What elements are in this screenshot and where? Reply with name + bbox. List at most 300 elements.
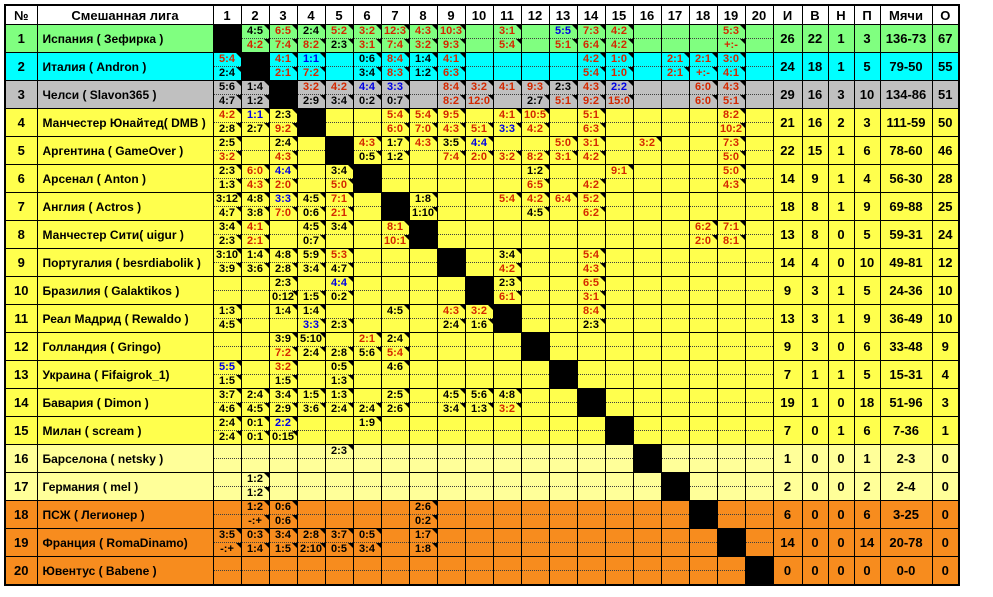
result-half-bottom — [382, 263, 409, 276]
score-bottom: 7:2 — [303, 67, 319, 79]
score-top: 1:3 — [331, 389, 347, 401]
result-half-top — [662, 333, 689, 347]
result-half-top — [662, 137, 689, 151]
result-cell — [745, 137, 773, 165]
result-cell — [633, 25, 661, 53]
result-half-top — [242, 361, 269, 375]
header-stat-1: В — [802, 5, 828, 25]
result-half-bottom — [438, 39, 465, 52]
score-bottom: 1:3 — [219, 179, 235, 191]
result-cell — [745, 221, 773, 249]
score-bottom: 7:4 — [443, 151, 459, 163]
result-cell — [353, 53, 381, 81]
result-half-top — [746, 445, 773, 459]
result-half-bottom — [410, 403, 437, 416]
losses-cell: 2 — [854, 473, 880, 501]
result-half-bottom — [214, 207, 241, 220]
note-marker-icon — [292, 109, 297, 114]
score-bottom: 10:2 — [719, 123, 743, 135]
result-cell — [549, 417, 577, 445]
result-cell — [381, 473, 409, 501]
note-marker-icon — [404, 235, 409, 240]
result-half-top — [270, 25, 297, 39]
result-half-top — [718, 221, 745, 235]
points-cell: 10 — [932, 305, 959, 333]
note-marker-icon — [348, 403, 353, 408]
result-half-top — [326, 445, 353, 459]
score-top: 4:2 — [219, 109, 235, 121]
result-cell — [437, 473, 465, 501]
note-marker-icon — [264, 81, 269, 86]
score-top: 4:5 — [247, 25, 263, 37]
result-half-top — [438, 417, 465, 431]
result-half-top — [718, 417, 745, 431]
result-half-top — [438, 193, 465, 207]
result-cell — [437, 389, 465, 417]
result-half-top — [718, 81, 745, 95]
note-marker-icon — [348, 165, 353, 170]
result-cell — [633, 473, 661, 501]
header-round-7: 7 — [381, 5, 409, 25]
note-marker-icon — [320, 207, 325, 212]
result-half-bottom — [270, 487, 297, 500]
result-cell — [409, 333, 437, 361]
points-cell: 0 — [932, 445, 959, 473]
result-half-top — [214, 473, 241, 487]
note-marker-icon — [264, 249, 269, 254]
result-half-top — [494, 417, 521, 431]
score-bottom: 5:1 — [555, 95, 571, 107]
result-half-top — [494, 193, 521, 207]
score-top: 0:3 — [247, 529, 263, 541]
result-cell — [661, 389, 689, 417]
result-half-top — [662, 277, 689, 291]
result-half-top — [746, 165, 773, 179]
result-half-top — [662, 193, 689, 207]
result-cell — [661, 25, 689, 53]
result-half-bottom — [522, 515, 549, 528]
games-cell: 18 — [773, 193, 802, 221]
result-cell — [437, 81, 465, 109]
result-half-top — [494, 249, 521, 263]
result-cell — [745, 361, 773, 389]
score-top: 1:4 — [275, 305, 291, 317]
result-half-bottom — [382, 487, 409, 500]
note-marker-icon — [236, 389, 241, 394]
note-marker-icon — [404, 39, 409, 44]
result-half-bottom — [662, 95, 689, 108]
note-marker-icon — [432, 109, 437, 114]
losses-cell: 14 — [854, 529, 880, 557]
score-top: 8:4 — [443, 81, 459, 93]
result-cell — [689, 389, 717, 417]
result-cell — [521, 81, 549, 109]
note-marker-icon — [348, 263, 353, 268]
result-cell — [605, 333, 633, 361]
losses-cell: 5 — [854, 221, 880, 249]
wins-cell: 0 — [802, 473, 828, 501]
result-cell — [241, 473, 269, 501]
note-marker-icon — [376, 39, 381, 44]
result-half-top — [718, 305, 745, 319]
score-top: 4:3 — [359, 137, 375, 149]
result-half-top — [550, 557, 577, 571]
points-cell: 51 — [932, 81, 959, 109]
result-cell — [241, 305, 269, 333]
result-cell — [661, 53, 689, 81]
note-marker-icon — [404, 403, 409, 408]
note-marker-icon — [684, 67, 689, 72]
result-half-top — [550, 389, 577, 403]
result-half-bottom — [606, 487, 633, 500]
result-half-top — [326, 109, 353, 123]
result-cell — [605, 137, 633, 165]
result-cell — [689, 361, 717, 389]
result-half-bottom — [662, 375, 689, 388]
result-half-top — [242, 277, 269, 291]
result-cell — [381, 333, 409, 361]
result-half-bottom — [382, 319, 409, 332]
goals-cell: 2-3 — [880, 445, 932, 473]
note-marker-icon — [264, 473, 269, 478]
result-half-bottom — [634, 123, 661, 136]
result-cell — [241, 277, 269, 305]
result-half-top — [410, 501, 437, 515]
score-top: 0:5 — [331, 361, 347, 373]
result-cell — [549, 25, 577, 53]
result-half-bottom — [550, 515, 577, 528]
note-marker-icon — [264, 417, 269, 422]
result-cell — [269, 445, 297, 473]
goals-cell: 2-4 — [880, 473, 932, 501]
result-half-bottom — [550, 179, 577, 192]
result-half-bottom — [746, 319, 773, 332]
score-top: 3:10 — [215, 249, 239, 261]
result-half-bottom — [326, 123, 353, 136]
result-cell — [297, 445, 325, 473]
result-half-bottom — [438, 151, 465, 164]
result-half-top — [466, 305, 493, 319]
result-half-bottom — [354, 95, 381, 108]
result-cell — [297, 249, 325, 277]
games-cell: 7 — [773, 361, 802, 389]
games-cell: 13 — [773, 305, 802, 333]
result-half-top — [298, 305, 325, 319]
diagonal-cell — [353, 165, 381, 193]
result-half-top — [326, 557, 353, 571]
result-half-top — [326, 305, 353, 319]
score-bottom: 3:2 — [499, 151, 515, 163]
result-cell — [353, 529, 381, 557]
result-half-top — [494, 501, 521, 515]
score-bottom: 3:9 — [219, 263, 235, 275]
result-half-bottom — [438, 431, 465, 444]
score-top: 2:3 — [219, 165, 235, 177]
note-marker-icon — [404, 137, 409, 142]
result-half-bottom — [242, 543, 269, 556]
note-marker-icon — [292, 207, 297, 212]
score-bottom: 4:2 — [527, 123, 543, 135]
result-half-top — [494, 333, 521, 347]
result-half-bottom — [242, 95, 269, 108]
result-half-bottom — [550, 235, 577, 248]
score-bottom: 4:5 — [247, 403, 263, 415]
score-top: 6:2 — [695, 221, 711, 233]
result-cell — [717, 81, 745, 109]
score-bottom: 2:3 — [331, 39, 347, 51]
score-bottom: 3:2 — [415, 39, 431, 51]
result-cell — [717, 557, 745, 586]
draws-cell: 1 — [828, 305, 854, 333]
result-half-bottom — [298, 67, 325, 80]
result-cell — [325, 417, 353, 445]
note-marker-icon — [600, 277, 605, 282]
result-half-top — [550, 137, 577, 151]
team-position: 17 — [5, 473, 37, 501]
note-marker-icon — [264, 179, 269, 184]
score-bottom: 4:3 — [443, 123, 459, 135]
note-marker-icon — [544, 151, 549, 156]
result-half-bottom — [522, 487, 549, 500]
result-cell — [493, 193, 521, 221]
table-row — [5, 389, 959, 417]
result-cell — [213, 557, 241, 586]
table-row — [5, 53, 959, 81]
score-top: 3:4 — [499, 249, 515, 261]
note-marker-icon — [460, 39, 465, 44]
result-half-top — [690, 445, 717, 459]
note-marker-icon — [600, 25, 605, 30]
result-half-top — [522, 361, 549, 375]
result-half-bottom — [382, 375, 409, 388]
result-half-bottom — [214, 515, 241, 528]
result-cell — [465, 445, 493, 473]
result-cell — [577, 473, 605, 501]
note-marker-icon — [432, 193, 437, 198]
note-marker-icon — [712, 235, 717, 240]
result-cell — [325, 557, 353, 586]
diagonal-cell — [549, 361, 577, 389]
draws-cell: 0 — [828, 445, 854, 473]
wins-cell: 1 — [802, 361, 828, 389]
result-cell — [465, 473, 493, 501]
note-marker-icon — [376, 403, 381, 408]
result-cell — [213, 53, 241, 81]
result-half-bottom — [298, 487, 325, 500]
score-top: 2:8 — [303, 529, 319, 541]
score-bottom: 2:4 — [331, 403, 347, 415]
score-bottom: 10:1 — [383, 235, 407, 247]
result-half-bottom — [466, 319, 493, 332]
draws-cell: 1 — [828, 361, 854, 389]
result-half-bottom — [578, 431, 605, 444]
result-half-bottom — [634, 291, 661, 304]
note-marker-icon — [292, 403, 297, 408]
score-top: 3:2 — [359, 25, 375, 37]
score-bottom: 2:3 — [219, 235, 235, 247]
score-top: 4:8 — [275, 249, 291, 261]
result-half-bottom — [606, 319, 633, 332]
wins-cell: 0 — [802, 529, 828, 557]
result-cell — [297, 389, 325, 417]
result-cell — [297, 501, 325, 529]
result-cell — [549, 305, 577, 333]
result-cell — [605, 557, 633, 586]
result-half-top — [214, 305, 241, 319]
result-half-bottom — [410, 207, 437, 220]
result-half-bottom — [494, 403, 521, 416]
draws-cell: 1 — [828, 193, 854, 221]
note-marker-icon — [236, 193, 241, 198]
result-half-bottom — [606, 403, 633, 416]
result-half-bottom — [270, 207, 297, 220]
goals-cell: 134-86 — [880, 81, 932, 109]
score-bottom: 4:7 — [331, 263, 347, 275]
result-half-bottom — [298, 207, 325, 220]
result-half-top — [634, 193, 661, 207]
result-half-top — [494, 277, 521, 291]
result-half-bottom — [326, 571, 353, 584]
score-bottom: 6:1 — [499, 291, 515, 303]
score-bottom: 1:5 — [303, 291, 319, 303]
result-half-top — [494, 165, 521, 179]
score-bottom: 0:2 — [359, 95, 375, 107]
result-half-top — [494, 389, 521, 403]
result-half-bottom — [494, 39, 521, 52]
result-half-bottom — [438, 515, 465, 528]
games-cell: 7 — [773, 417, 802, 445]
result-half-bottom — [606, 95, 633, 108]
score-top: 4:3 — [723, 81, 739, 93]
score-bottom: 2:4 — [303, 347, 319, 359]
result-half-top — [606, 165, 633, 179]
note-marker-icon — [740, 179, 745, 184]
result-half-top — [214, 249, 241, 263]
note-marker-icon — [236, 235, 241, 240]
result-half-bottom — [242, 487, 269, 500]
result-half-top — [690, 333, 717, 347]
result-half-top — [550, 109, 577, 123]
result-half-bottom — [438, 95, 465, 108]
result-cell — [605, 501, 633, 529]
note-marker-icon — [236, 403, 241, 408]
result-cell — [689, 445, 717, 473]
result-cell — [269, 109, 297, 137]
score-top: 3:3 — [387, 81, 403, 93]
result-half-bottom — [578, 235, 605, 248]
result-half-bottom — [578, 39, 605, 52]
note-marker-icon — [348, 361, 353, 366]
result-half-top — [466, 445, 493, 459]
note-marker-icon — [264, 403, 269, 408]
result-half-bottom — [690, 403, 717, 416]
note-marker-icon — [320, 403, 325, 408]
note-marker-icon — [572, 25, 577, 30]
result-half-top — [522, 277, 549, 291]
result-cell — [465, 389, 493, 417]
score-top: 5:10 — [299, 333, 323, 345]
note-marker-icon — [236, 165, 241, 170]
result-cell — [745, 193, 773, 221]
note-marker-icon — [264, 501, 269, 506]
note-marker-icon — [236, 137, 241, 142]
result-cell — [549, 193, 577, 221]
note-marker-icon — [292, 543, 297, 548]
result-cell — [717, 417, 745, 445]
result-cell — [409, 277, 437, 305]
note-marker-icon — [292, 333, 297, 338]
result-half-bottom — [410, 543, 437, 556]
result-half-top — [522, 25, 549, 39]
result-cell — [717, 25, 745, 53]
note-marker-icon — [488, 403, 493, 408]
score-bottom: 9:2 — [583, 95, 599, 107]
score-bottom: 0:2 — [415, 515, 431, 527]
result-half-bottom — [410, 123, 437, 136]
header-round-20: 20 — [745, 5, 773, 25]
diagonal-cell — [633, 445, 661, 473]
result-half-bottom — [326, 543, 353, 556]
note-marker-icon — [292, 179, 297, 184]
result-half-top — [270, 417, 297, 431]
result-half-top — [718, 445, 745, 459]
result-cell — [269, 53, 297, 81]
result-half-top — [214, 165, 241, 179]
score-top: 3:1 — [499, 25, 515, 37]
result-half-top — [438, 557, 465, 571]
result-cell — [633, 249, 661, 277]
games-cell: 19 — [773, 389, 802, 417]
result-half-bottom — [242, 151, 269, 164]
result-half-top — [690, 557, 717, 571]
result-half-bottom — [298, 459, 325, 472]
result-half-bottom — [522, 39, 549, 52]
result-cell — [717, 361, 745, 389]
note-marker-icon — [236, 109, 241, 114]
result-half-bottom — [298, 151, 325, 164]
result-cell — [493, 165, 521, 193]
score-top: 4:4 — [471, 137, 487, 149]
table-row — [5, 277, 959, 305]
result-half-bottom — [354, 319, 381, 332]
note-marker-icon — [656, 137, 661, 142]
result-half-top — [214, 361, 241, 375]
result-cell — [661, 221, 689, 249]
score-bottom: 2:3 — [583, 319, 599, 331]
result-half-bottom — [354, 347, 381, 360]
result-cell — [325, 193, 353, 221]
result-cell — [577, 445, 605, 473]
note-marker-icon — [712, 81, 717, 86]
result-half-top — [690, 277, 717, 291]
note-marker-icon — [600, 249, 605, 254]
score-top: 1:1 — [247, 109, 263, 121]
score-bottom: 6:3 — [583, 123, 599, 135]
score-top: 5:3 — [723, 25, 739, 37]
losses-cell: 5 — [854, 277, 880, 305]
result-cell — [213, 221, 241, 249]
note-marker-icon — [236, 319, 241, 324]
result-cell — [381, 165, 409, 193]
header-row — [5, 5, 959, 25]
score-top: 10:3 — [439, 25, 463, 37]
result-half-bottom — [606, 571, 633, 584]
result-cell — [241, 25, 269, 53]
score-top: 2:2 — [275, 417, 291, 429]
result-cell — [381, 557, 409, 586]
result-half-top — [298, 137, 325, 151]
result-half-top — [690, 165, 717, 179]
